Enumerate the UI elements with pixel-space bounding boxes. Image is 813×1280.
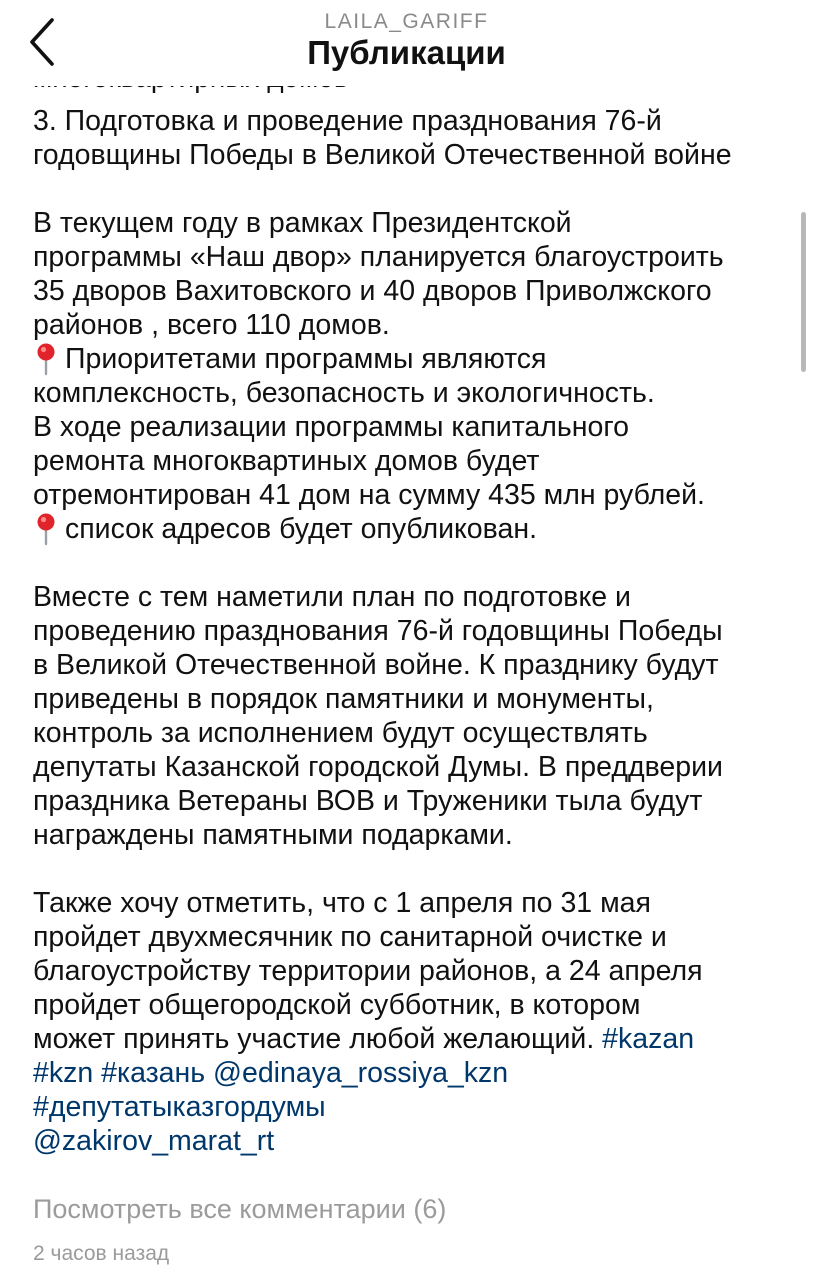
text-line: депутаты Казанской городской Думы. В преддверии: [33, 751, 723, 783]
post-caption: [33, 104, 793, 1158]
text-line: годовщины Победы в Великой Отечественной войне: [33, 139, 732, 171]
tags-line: [33, 1056, 793, 1090]
text-line: В ходе реализации программы капитального: [33, 411, 629, 443]
text-line: список адресов будет опубликован.: [65, 513, 537, 545]
text-line: Также хочу отметить, что с 1 апреля по 31 мая: [33, 887, 651, 919]
hashtag-kzn[interactable]: #kzn: [33, 1057, 94, 1089]
text-line: контроль за исполнением будут осуществлять: [33, 717, 648, 749]
text-line: 35 дворов Вахитовского и 40 дворов Приволжского: [33, 275, 712, 307]
text-line: районов , всего 110 домов.: [33, 309, 390, 341]
text-line: в Великой Отечественной войне. К празднику будут: [33, 649, 719, 681]
tags-line: [33, 1090, 793, 1124]
text-line: Вместе с тем наметили план по подготовке и: [33, 581, 631, 613]
text-line: приведены в порядок памятники и монументы,: [33, 683, 654, 715]
text-line: Приоритетами программы являются: [65, 343, 547, 375]
text-segment: может принять участие любой желающий.: [33, 1023, 595, 1055]
text-line: В текущем году в рамках Президентской: [33, 207, 572, 239]
tags-line: [33, 1124, 793, 1158]
text-line: благоустройству территории районов, а 24 апреля: [33, 955, 703, 987]
mention-edinaya-rossiya-kzn[interactable]: @edinaya_rossiya_kzn: [213, 1057, 509, 1089]
paragraph-cleanup: [33, 886, 793, 1158]
scrollbar-thumb[interactable]: [801, 212, 806, 372]
text-line: комплексность, безопасность и экологичность.: [33, 377, 655, 409]
text-line: пройдет общегородской субботник, в котором: [33, 989, 641, 1021]
account-username[interactable]: LAILA_GARIFF: [324, 10, 489, 33]
round-pushpin-icon: [33, 342, 59, 376]
hashtag-deputaty[interactable]: #депутатыказгордумы: [33, 1091, 326, 1123]
text-line: программы «Наш двор» планируется благоустроить: [33, 241, 724, 273]
pinned-line: [33, 512, 793, 546]
text-line: награждены памятными подарками.: [33, 819, 513, 851]
pinned-line: [33, 342, 793, 376]
text-line: 3. Подготовка и проведение празднования 76-й: [33, 105, 662, 137]
round-pushpin-icon: [33, 512, 59, 546]
text-line: проведению празднования 76-й годовщины Победы: [33, 615, 723, 647]
mention-zakirov-marat-rt[interactable]: @zakirov_marat_rt: [33, 1125, 275, 1157]
paragraph-victory-day: [33, 580, 793, 852]
post-timestamp: 2 часов назад: [33, 1242, 170, 1265]
text-line: пройдет двухмесячник по санитарной очистке и: [33, 921, 667, 953]
paragraph-nash-dvor: [33, 206, 793, 546]
page-title: Публикации: [307, 34, 506, 71]
text-line: ремонта многоквартиных домов будет: [33, 445, 540, 477]
view-all-comments-link[interactable]: Посмотреть все комментарии (6): [33, 1194, 447, 1224]
hashtag-kazan[interactable]: #kazan: [602, 1023, 695, 1055]
text-line: [33, 1022, 793, 1056]
text-line: праздника Ветераны ВОВ и Труженики тыла будут: [33, 785, 703, 817]
hashtag-kazan-ru[interactable]: #казань: [101, 1057, 206, 1089]
top-bar: [0, 0, 813, 86]
paragraph-agenda-item-3: [33, 104, 793, 172]
text-line: отремонтирован 41 дом на сумму 435 млн рублей.: [33, 479, 705, 511]
